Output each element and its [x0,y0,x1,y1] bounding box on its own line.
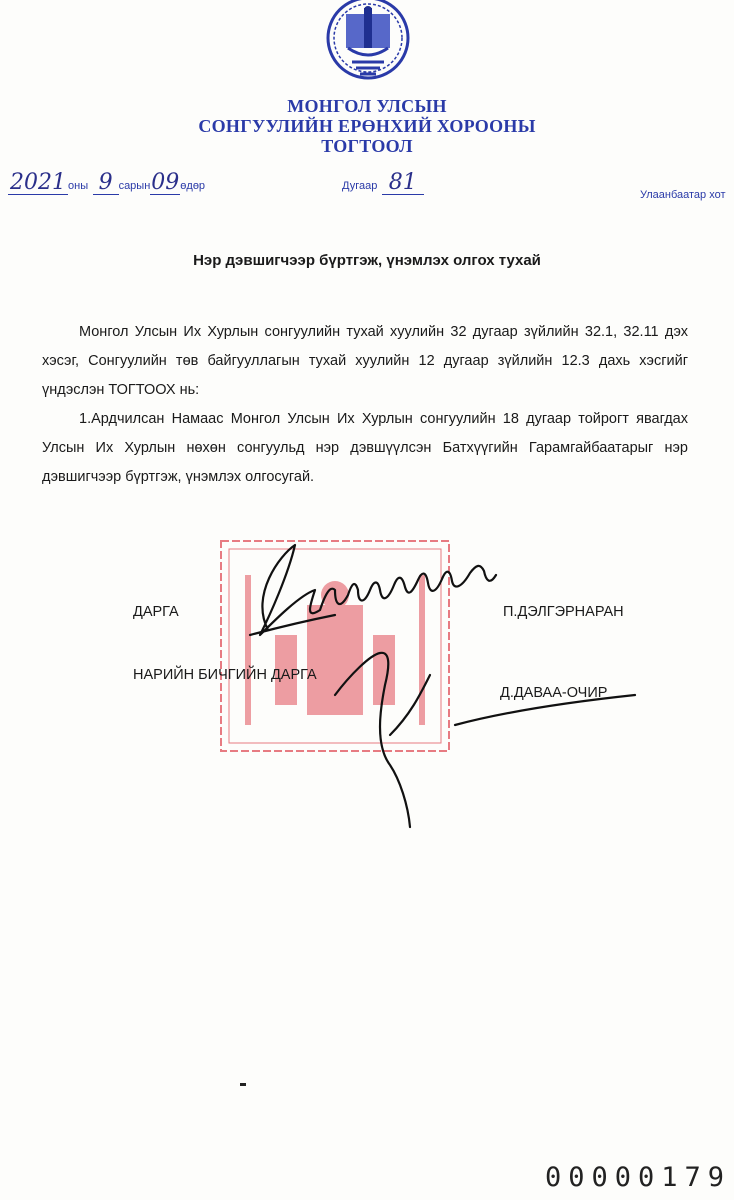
number-field [342,172,424,195]
state-emblem-icon [318,0,418,84]
date-year: 2021 [10,170,66,195]
secretary-name: Д.ДАВАА-ОЧИР [500,685,608,701]
place-label: Улаанбаатар хот [640,189,726,201]
org-name-line-1: МОНГОЛ УЛСЫН [287,96,447,116]
ink-dot [240,1083,246,1086]
number-label: Дугаар [342,180,378,192]
date-line [8,172,278,195]
handwritten-signatures [240,535,660,835]
date-month: 9 [93,172,119,195]
resolution-number: 81 [382,172,424,195]
chair-title: ДАРГА [133,604,179,620]
document-title: Нэр дэвшигчээр бүртгэж, үнэмлэх олгох тухай [193,252,541,269]
document-body [42,318,688,492]
month-suffix: сарын [118,180,151,192]
body-paragraph-1: Монгол Улсын Их Хурлын сонгуулийн тухай хуулийн 32 дугаар зүйлийн 32.1, 32.11 дэх хэсэг, Сонгуулийн төв байгууллагын тухай хуулийн 12 дугаар зүйлийн 12.3 дахь хэсгийг үндэслэн ТОГТООХ нь: [42,324,688,398]
org-name-line-2: СОНГУУЛИЙН ЕРӨНХИЙ ХОРООНЫ [198,116,536,136]
document-type: ТОГТООЛ [321,136,413,156]
day-suffix: өдөр [180,180,206,192]
serial-number: 00000179 [545,1162,732,1193]
date-day: 09 [151,170,180,195]
chair-name: П.ДЭЛГЭРНАРАН [503,604,624,620]
secretary-title: НАРИЙН БИЧГИЙН ДАРГА [133,667,317,683]
year-suffix: оны [68,180,89,192]
body-paragraph-2: 1.Ардчилсан Намаас Монгол Улсын Их Хурлын сонгуулийн 18 дугаар тойрогт явагдах Улсын Их Хурлын нөхөн сонгуульд нэр дэвшүүлсэн Батхүүгийн Гарамгайбаатарыг нэр дэвшигчээр бүртгэж, үнэмлэх олгосугай. [42,411,688,485]
